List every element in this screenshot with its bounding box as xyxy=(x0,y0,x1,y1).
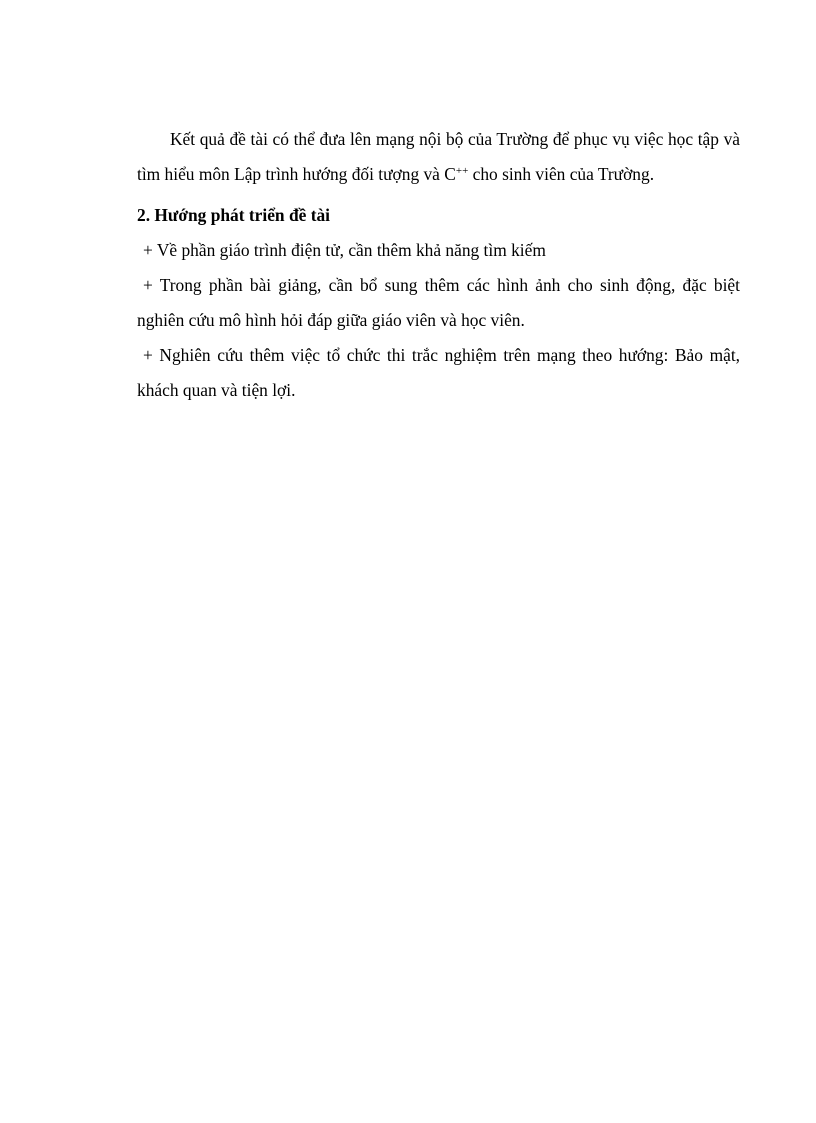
intro-text-before: Kết quả đề tài có thể đưa lên mạng nội bộ của Trường để phục vụ việc học tập và tìm hiểu môn Lập trình hướng đối tượng và C xyxy=(137,129,740,184)
intro-superscript: ++ xyxy=(455,165,469,177)
list-item: + Trong phần bài giảng, cần bổ sung thêm các hình ảnh cho sinh động, đặc biệt nghiên cứu mô hình hỏi đáp giữa giáo viên và học viên. xyxy=(137,275,740,330)
section-heading: 2. Hướng phát triển đề tài xyxy=(137,205,331,225)
intro-paragraph xyxy=(137,122,740,192)
page-content xyxy=(137,122,740,408)
list-item: + Về phần giáo trình điện tử, cần thêm khả năng tìm kiếm xyxy=(143,240,546,260)
intro-text-after: cho sinh viên của Trường. xyxy=(468,164,655,184)
list-item: + Nghiên cứu thêm việc tổ chức thi trắc nghiệm trên mạng theo hướng: Bảo mật, khách quan và tiện lợi. xyxy=(137,345,740,400)
